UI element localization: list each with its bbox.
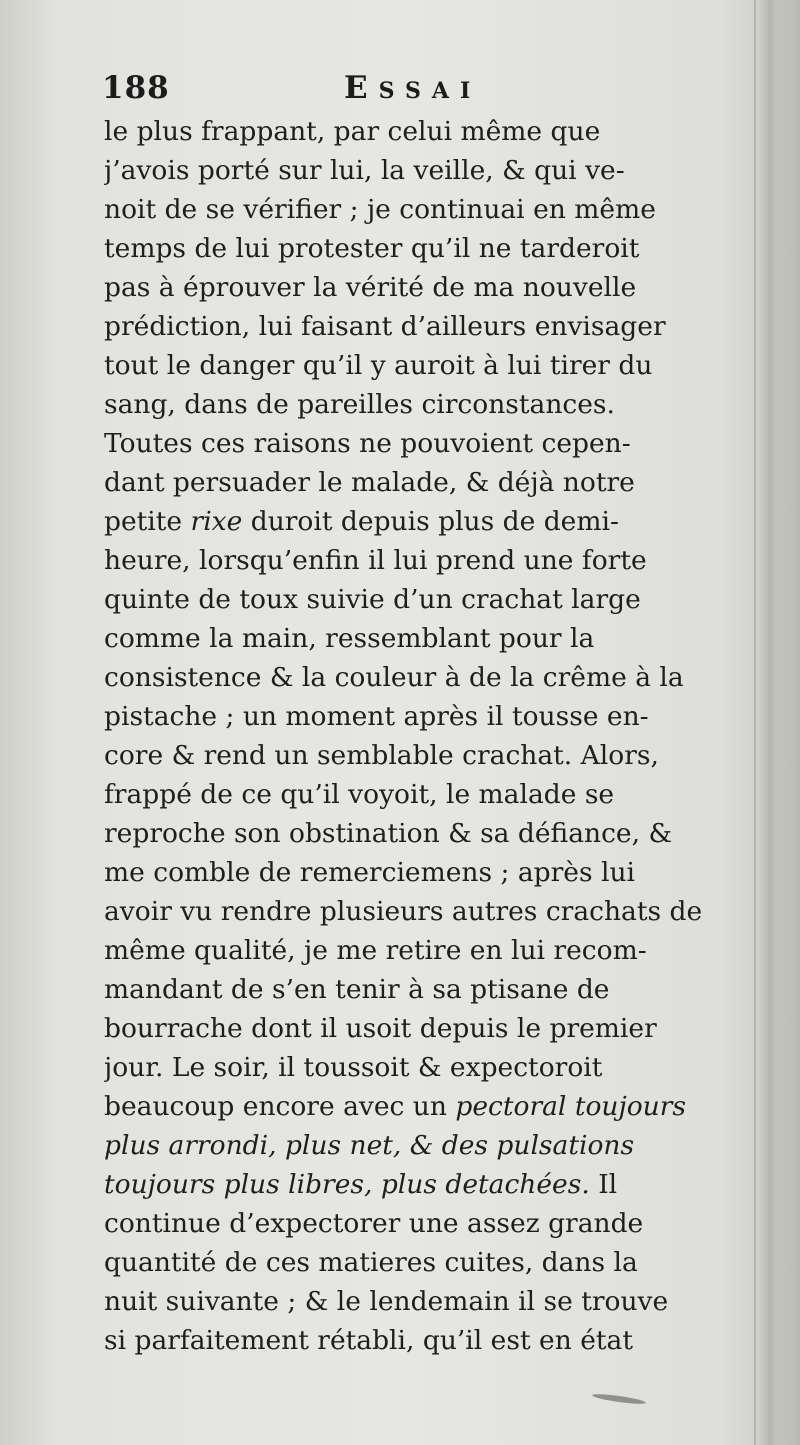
- text-line: [104, 619, 754, 658]
- text-segment: comme la main, ressemblant pour la: [104, 623, 595, 654]
- text-line: [104, 541, 754, 580]
- text-line: [104, 1243, 754, 1282]
- text-segment: mandant de s’en tenir à sa ptisane de: [104, 974, 610, 1005]
- body-text: [104, 112, 754, 1360]
- text-line: [104, 190, 754, 229]
- text-line: [104, 346, 754, 385]
- page-number: 188: [102, 70, 170, 106]
- text-line: [104, 385, 754, 424]
- text-segment: consistence & la couleur à de la crême à la: [104, 662, 684, 693]
- text-line: [104, 814, 754, 853]
- text-segment: quinte de toux suivie d’un crachat large: [104, 584, 641, 615]
- text-line: [104, 658, 754, 697]
- page-edge: [754, 0, 756, 1445]
- text-line: [104, 1087, 754, 1126]
- ink-smudge: [592, 1392, 646, 1405]
- text-segment: même qualité, je me retire en lui recom-: [104, 935, 647, 966]
- text-segment: prédiction, lui faisant d’ailleurs envisager: [104, 311, 666, 342]
- text-line: [104, 931, 754, 970]
- text-segment: Il: [589, 1169, 618, 1200]
- text-segment: frappé de ce qu’il voyoit, le malade se: [104, 779, 615, 810]
- text-segment: bourrache dont il usoit depuis le premier: [104, 1013, 657, 1044]
- text-line: [104, 268, 754, 307]
- italic-text: plus arrondi, plus net, & des pulsations: [104, 1130, 635, 1161]
- text-segment: heure, lorsqu’enfin il lui prend une forte: [104, 545, 647, 576]
- text-line: [104, 853, 754, 892]
- text-segment: me comble de remerciemens ; après lui: [104, 857, 636, 888]
- text-segment: Toutes ces raisons ne pouvoient cepen-: [104, 428, 631, 459]
- text-segment: nuit suivante ; & le lendemain il se trouve: [104, 1286, 669, 1317]
- text-line: [104, 892, 754, 931]
- text-line: [104, 1165, 754, 1204]
- text-segment: beaucoup encore avec un: [104, 1091, 456, 1122]
- italic-text: toujours plus libres, plus detachées.: [104, 1169, 590, 1200]
- italic-text: pectoral toujours: [455, 1091, 686, 1122]
- text-line: [104, 1048, 754, 1087]
- text-segment: sang, dans de pareilles circonstances.: [104, 389, 615, 420]
- text-segment: noit de se vérifier ; je continuai en même: [104, 194, 656, 225]
- text-line: [104, 970, 754, 1009]
- text-segment: pistache ; un moment après il tousse en-: [104, 701, 649, 732]
- text-line: [104, 1282, 754, 1321]
- page-gutter-shadow: [756, 0, 800, 1445]
- text-line: [104, 1126, 754, 1165]
- text-line: [104, 229, 754, 268]
- text-segment: jour. Le soir, il toussoit & expectoroit: [104, 1052, 603, 1083]
- text-line: [104, 424, 754, 463]
- text-segment: pas à éprouver la vérité de ma nouvelle: [104, 272, 637, 303]
- text-segment: avoir vu rendre plusieurs autres crachats de: [104, 896, 703, 927]
- text-segment: dant persuader le malade, & déjà notre: [104, 467, 635, 498]
- page-header: [100, 70, 760, 114]
- text-line: [104, 307, 754, 346]
- text-line: [104, 502, 754, 541]
- text-segment: duroit depuis plus de demi-: [242, 506, 619, 537]
- running-head: Essai: [344, 70, 482, 106]
- text-segment: si parfaitement rétabli, qu’il est en état: [104, 1325, 633, 1356]
- text-line: [104, 1204, 754, 1243]
- text-segment: petite: [104, 506, 191, 537]
- italic-text: rixe: [190, 506, 243, 537]
- text-segment: le plus frappant, par celui même que: [104, 116, 601, 147]
- text-line: [104, 775, 754, 814]
- text-line: [104, 151, 754, 190]
- text-segment: temps de lui protester qu’il ne tarderoit: [104, 233, 640, 264]
- text-segment: continue d’expectorer une assez grande: [104, 1208, 644, 1239]
- text-segment: tout le danger qu’il y auroit à lui tirer du: [104, 350, 653, 381]
- text-line: [104, 580, 754, 619]
- text-line: [104, 463, 754, 502]
- text-line: [104, 112, 754, 151]
- text-line: [104, 1009, 754, 1048]
- text-segment: core & rend un semblable crachat. Alors,: [104, 740, 659, 771]
- text-segment: quantité de ces matieres cuites, dans la: [104, 1247, 638, 1278]
- text-segment: reproche son obstination & sa défiance, &: [104, 818, 673, 849]
- text-line: [104, 736, 754, 775]
- text-line: [104, 697, 754, 736]
- text-segment: j’avois porté sur lui, la veille, & qui ve-: [104, 155, 625, 186]
- text-line: [104, 1321, 754, 1360]
